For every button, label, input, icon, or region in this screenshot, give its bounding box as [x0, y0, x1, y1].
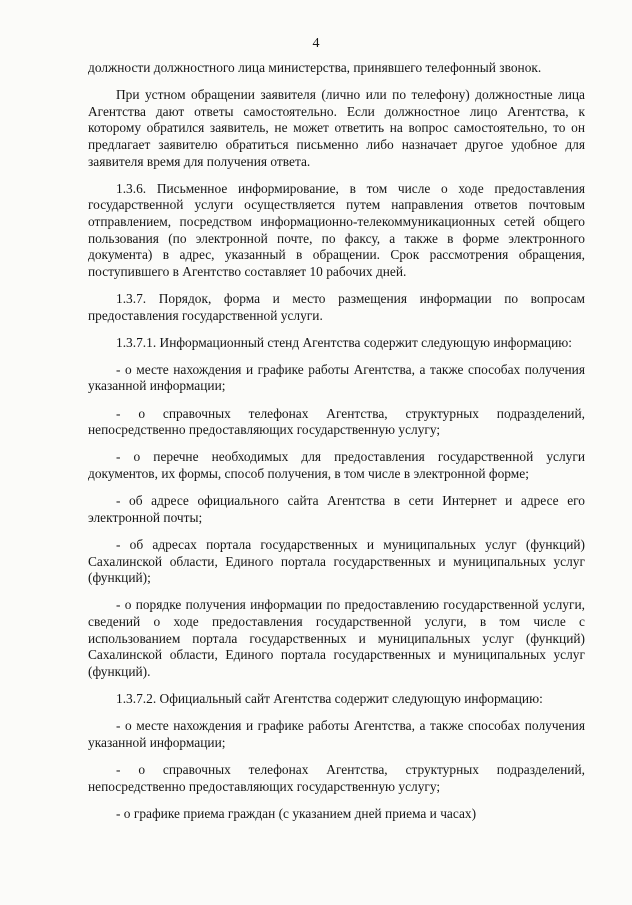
paragraph-1-3-7: 1.3.7. Порядок, форма и место размещения информации по вопросам предоставления государственной услуги.: [88, 290, 585, 323]
page-number: 4: [312, 36, 320, 51]
paragraph-1-3-7-1: 1.3.7.1. Информационный стенд Агентства содержит следующую информацию:: [116, 334, 572, 350]
list-item: - о месте нахождения и графике работы Агентства, а также способах получения указанной информации;: [88, 361, 585, 394]
list-item: - об адресах портала государственных и муниципальных услуг (функций) Сахалинской области, Единого портала государственных и муниципальных услуг (функций);: [88, 537, 585, 586]
list-item: - о справочных телефонах Агентства, структурных подразделений, непосредственно предоставляющих государственную услугу;: [88, 761, 585, 794]
paragraph-continuation: должности должностного лица министерства, принявшего телефонный звонок.: [88, 60, 542, 75]
list-item: - об адресе официального сайта Агентства в сети Интернет и адресе его электронной почты;: [88, 493, 585, 525]
paragraph-oral-inquiry: При устном обращении заявителя (лично или по телефону) должностные лица Агентства дают ответы самостоятельно. Если должностное лицо Агентства, к которому обратился заявитель, не может ответить на вопрос самостоятельно, то он предлагает заявителю обратиться письменно либо назначает другое удобное для заявителя время для получения ответа.: [88, 87, 585, 169]
paragraph-1-3-6: 1.3.6. Письменное информирование, в том числе о ходе предоставления государственной услуги осуществляется путем направления ответов почтовым отправлением, посредством информационно-телекоммуникационных сетей общего пользования (по электронной почте, по факсу, а также в форме электронного документа) в адрес, указанный в обращении. Срок рассмотрения обращения, поступившего в Агентство составляет 10 рабочих дней.: [88, 180, 585, 279]
list-item: - о справочных телефонах Агентства, структурных подразделений, непосредственно предоставляющих государственную услугу;: [88, 405, 585, 438]
list-item: - о перечне необходимых для предоставления государственной услуги документов, их формы, способ получения, в том числе в электронной форме;: [88, 449, 585, 482]
document-body: [88, 60, 585, 833]
list-item: - о месте нахождения и графике работы Агентства, а также способах получения указанной информации;: [88, 718, 585, 750]
paragraph-1-3-7-2: 1.3.7.2. Официальный сайт Агентства содержит следующую информацию:: [116, 690, 543, 706]
list-item: - о графике приема граждан (с указанием дней приема и часах): [116, 805, 477, 821]
list-item: - о порядке получения информации по предоставлению государственной услуги, сведений о ходе предоставления государственной услуги, в том числе с использованием портала государственных и муниципальных услуг (функций) Сахалинской области, Единого портала государственных и муниципальных услуг (функций).: [88, 597, 585, 679]
